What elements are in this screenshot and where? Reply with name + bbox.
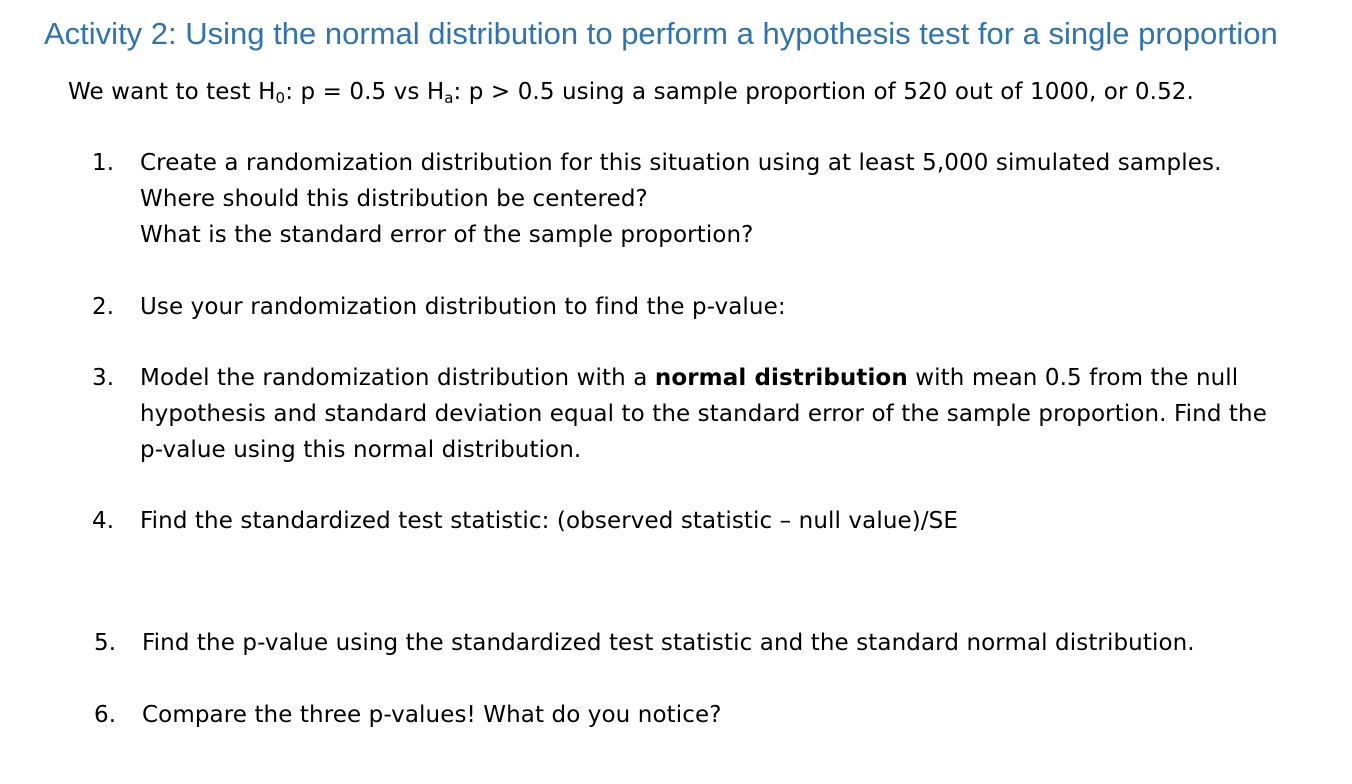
null-hypothesis-subscript: 0 — [275, 89, 286, 107]
question-line: What is the standard error of the sample proportion? — [140, 222, 754, 248]
question-number: 5. — [94, 630, 117, 656]
intro-text-3: : p > 0.5 using a sample proportion of 520 out of 1000, or 0.52. — [453, 79, 1194, 105]
question-number: 1. — [92, 150, 115, 176]
question-line — [140, 360, 1267, 396]
question-text: with mean 0.5 from the null — [907, 365, 1239, 391]
question-number: 4. — [92, 508, 115, 534]
question-text: Model the randomization distribution with a — [140, 365, 655, 391]
intro-text-2: : p = 0.5 vs H — [285, 79, 445, 105]
question-number: 3. — [92, 365, 115, 391]
alt-hypothesis-subscript: a — [444, 89, 454, 107]
page-title: Activity 2: Using the normal distribution to perform a hypothesis test for a single proportion — [44, 16, 1278, 51]
question-line: Find the standardized test statistic: (observed statistic – null value)/SE — [140, 508, 959, 534]
question-number: 2. — [92, 294, 115, 320]
question-line: Create a randomization distribution for this situation using at least 5,000 simulated samples. — [140, 150, 1222, 176]
intro-text-1: We want to test H — [68, 79, 276, 105]
question-line: Find the p-value using the standardized test statistic and the standard normal distribution. — [142, 630, 1195, 656]
question-line: p-value using this normal distribution. — [140, 437, 582, 463]
intro-paragraph — [68, 76, 1338, 108]
question-number: 6. — [94, 702, 117, 728]
question-line: Use your randomization distribution to find the p-value: — [140, 294, 786, 320]
question-line: Compare the three p-values! What do you notice? — [142, 702, 722, 728]
bold-emphasis: normal distribution — [654, 365, 908, 391]
question-line: Where should this distribution be centered? — [140, 186, 648, 212]
question-line: hypothesis and standard deviation equal to the standard error of the sample proportion. Find the — [140, 401, 1267, 427]
